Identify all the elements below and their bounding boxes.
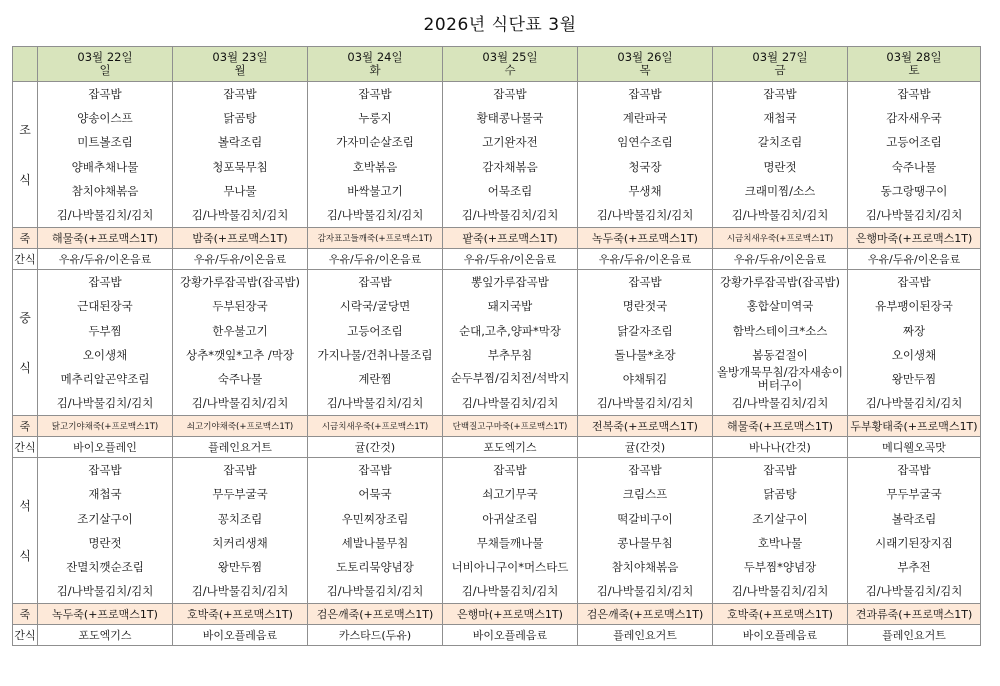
snack-label: 간식 xyxy=(13,625,38,646)
menu-item: 김/나박물김치/김치 xyxy=(56,207,154,222)
menu-item: 아귀살조림 xyxy=(482,511,538,526)
porridge-cell: 해물죽(+프로맥스1T) xyxy=(713,416,848,437)
day-of-week: 월 xyxy=(234,63,246,77)
menu-item: 잡곡밥 xyxy=(897,87,931,101)
menu-item: 잔멸치깻순조림 xyxy=(66,560,144,574)
menu-item: 호박볶음 xyxy=(352,159,398,174)
day-date: 03월 27일 xyxy=(752,50,808,64)
menu-item: 부추무침 xyxy=(487,347,533,362)
snack-cell: 바이오플레음료 xyxy=(443,625,578,646)
lunch-label xyxy=(13,270,38,416)
menu-item: 감자새우국 xyxy=(886,111,942,126)
menu-item: 근대된장국 xyxy=(77,299,133,314)
lunch-label-char: 중 xyxy=(19,310,31,325)
menu-item: 너비아니구이*머스타드 xyxy=(451,560,569,574)
snack-cell: 우유/두유/이온음료 xyxy=(443,249,578,270)
menu-item: 김/나박물김치/김치 xyxy=(865,584,963,599)
menu-item: 홍합살미역국 xyxy=(746,299,814,314)
menu-item: 청포묵무침 xyxy=(212,159,268,174)
breakfast-cell xyxy=(308,82,443,228)
menu-item: 무채들깨나물 xyxy=(476,535,544,550)
lunch-row xyxy=(13,270,981,416)
snack-cell: 바이오플레음료 xyxy=(173,625,308,646)
day-header xyxy=(308,47,443,82)
menu-item: 김/나박물김치/김치 xyxy=(191,396,289,411)
breakfast-cell xyxy=(578,82,713,228)
menu-item: 한우불고기 xyxy=(212,323,268,338)
menu-item: 크래미찜/소스 xyxy=(744,183,816,198)
menu-item: 무나물 xyxy=(223,183,257,198)
menu-item: 두부찜*양념장 xyxy=(743,560,817,574)
porridge-cell: 쇠고기야채죽(+프로맥스1T) xyxy=(173,416,308,437)
dinner-porridge-row xyxy=(13,604,981,625)
menu-item: 도토리묵양념장 xyxy=(336,560,414,574)
menu-item: 무두부굴국 xyxy=(212,487,268,502)
dinner-cell xyxy=(848,458,981,604)
snack-cell: 플레인요거트 xyxy=(578,625,713,646)
menu-item: 명란젓 xyxy=(88,535,122,550)
porridge-cell: 은행마(+프로맥스1T) xyxy=(443,604,578,625)
porridge-cell: 팥죽(+프로맥스1T) xyxy=(443,228,578,249)
menu-item: 명란젓 xyxy=(763,159,797,174)
breakfast-label xyxy=(13,82,38,228)
dinner-cell xyxy=(173,458,308,604)
lunch-label-char: 식 xyxy=(19,360,31,375)
menu-item: 왕만두찜 xyxy=(891,371,937,386)
menu-item: 조기살구이 xyxy=(752,511,808,526)
day-header xyxy=(848,47,981,82)
porridge-cell: 해물죽(+프로맥스1T) xyxy=(38,228,173,249)
snack-cell: 포도엑기스 xyxy=(38,625,173,646)
menu-item: 잡곡밥 xyxy=(628,463,662,478)
menu-item: 가지나물/건취나물조림 xyxy=(317,347,433,362)
day-header xyxy=(578,47,713,82)
menu-item: 잡곡밥 xyxy=(763,87,797,101)
lunch-snack-row xyxy=(13,437,981,458)
snack-cell: 플레인요거트 xyxy=(848,625,981,646)
menu-item: 청국장 xyxy=(628,159,662,174)
menu-item: 잡곡밥 xyxy=(628,87,662,101)
porridge-cell: 은행마죽(+프로맥스1T) xyxy=(848,228,981,249)
menu-item: 꽁치조림 xyxy=(217,511,263,526)
porridge-cell: 감자표고들깨죽(+프로맥스1T) xyxy=(308,228,443,249)
menu-item: 고등어조림 xyxy=(886,135,942,150)
snack-cell: 포도엑기스 xyxy=(443,437,578,458)
header-row xyxy=(13,47,981,82)
menu-item: 임연수조림 xyxy=(617,135,673,150)
header-corner xyxy=(13,47,38,82)
menu-item: 김/나박물김치/김치 xyxy=(731,396,829,411)
dinner-label-char: 식 xyxy=(19,548,31,563)
menu-item: 계란찜 xyxy=(358,371,392,386)
porridge-cell: 호박죽(+프로맥스1T) xyxy=(713,604,848,625)
breakfast-row xyxy=(13,82,981,228)
menu-item: 김/나박물김치/김치 xyxy=(191,207,289,222)
menu-item: 오이생채 xyxy=(82,347,128,362)
lunch-cell xyxy=(443,270,578,416)
menu-item: 두부된장국 xyxy=(212,299,268,314)
menu-item: 짜장 xyxy=(902,323,926,338)
menu-item: 잡곡밥 xyxy=(223,87,257,101)
breakfast-cell xyxy=(443,82,578,228)
menu-item: 김/나박물김치/김치 xyxy=(326,396,424,411)
snack-cell: 귤(간것) xyxy=(578,437,713,458)
menu-item: 김/나박물김치/김치 xyxy=(56,396,154,411)
menu-item: 잡곡밥 xyxy=(358,275,392,290)
day-header xyxy=(713,47,848,82)
menu-item: 고기완자전 xyxy=(482,135,538,150)
menu-item: 잡곡밥 xyxy=(493,463,527,478)
menu-item: 닭곰탕 xyxy=(223,111,257,126)
menu-item: 갈치조림 xyxy=(757,135,803,150)
porridge-cell: 호박죽(+프로맥스1T) xyxy=(173,604,308,625)
porridge-cell: 검은깨죽(+프로맥스1T) xyxy=(308,604,443,625)
snack-cell: 귤(간것) xyxy=(308,437,443,458)
dinner-row xyxy=(13,458,981,604)
day-date: 03월 28일 xyxy=(886,50,942,64)
menu-item: 김/나박물김치/김치 xyxy=(461,207,559,222)
menu-item: 봄동겉절이 xyxy=(752,347,808,362)
day-date: 03월 22일 xyxy=(77,50,133,64)
menu-item: 잡곡밥 xyxy=(493,87,527,101)
dinner-label xyxy=(13,458,38,604)
porridge-cell: 시금치새우죽(+프로맥스1T) xyxy=(308,416,443,437)
menu-item: 상추*깻잎*고추 /막장 xyxy=(186,347,294,362)
menu-item: 잡곡밥 xyxy=(223,463,257,478)
snack-cell: 카스타드(두유) xyxy=(308,625,443,646)
dinner-cell xyxy=(578,458,713,604)
porridge-cell: 시금치새우죽(+프로맥스1T) xyxy=(713,228,848,249)
menu-item: 감자채볶음 xyxy=(482,159,538,174)
menu-item: 볼락조림 xyxy=(217,135,263,150)
lunch-cell xyxy=(38,270,173,416)
menu-item: 잡곡밥 xyxy=(88,463,122,478)
menu-item: 잡곡밥 xyxy=(897,275,931,290)
menu-item: 순두부찜/김치전/석박지 xyxy=(450,371,570,386)
dinner-label-char: 석 xyxy=(19,498,31,513)
menu-item: 치커리생채 xyxy=(212,535,268,550)
lunch-cell xyxy=(848,270,981,416)
breakfast-label-char: 조 xyxy=(19,122,31,137)
day-header xyxy=(173,47,308,82)
menu-item: 김/나박물김치/김치 xyxy=(461,584,559,599)
menu-item: 두부찜 xyxy=(88,323,122,338)
porridge-cell: 두부황태죽(+프로맥스1T) xyxy=(848,416,981,437)
menu-item: 김/나박물김치/김치 xyxy=(731,207,829,222)
porridge-label: 죽 xyxy=(13,416,38,437)
menu-item: 김/나박물김치/김치 xyxy=(865,207,963,222)
menu-item: 우민찌장조림 xyxy=(341,511,409,526)
menu-item: 잡곡밥 xyxy=(628,275,662,290)
menu-item: 계란파국 xyxy=(622,111,668,126)
snack-cell: 메디웰오곡맛 xyxy=(848,437,981,458)
menu-item: 참치야채볶음 xyxy=(71,183,139,198)
lunch-cell xyxy=(308,270,443,416)
menu-item: 바싹불고기 xyxy=(347,183,403,198)
meal-table xyxy=(12,46,981,646)
menu-item: 강황가루잡곡밥(잡곡밥) xyxy=(719,275,841,290)
snack-cell: 우유/두유/이온음료 xyxy=(713,249,848,270)
page-title: 2026년 식단표 3월 xyxy=(423,15,577,35)
day-of-week: 토 xyxy=(908,63,920,77)
day-header xyxy=(443,47,578,82)
breakfast-cell xyxy=(848,82,981,228)
menu-item: 돌나물*초장 xyxy=(614,347,676,362)
menu-item: 닭갈자조림 xyxy=(617,323,673,338)
menu-item: 시래기된장지짐 xyxy=(875,535,953,550)
menu-item: 오이생채 xyxy=(891,347,937,362)
snack-cell: 바이오플레음료 xyxy=(713,625,848,646)
porridge-cell: 녹두죽(+프로맥스1T) xyxy=(38,604,173,625)
snack-cell: 우유/두유/이온음료 xyxy=(38,249,173,270)
menu-item: 어묵국 xyxy=(358,487,392,502)
menu-item: 동그랑땡구이 xyxy=(880,183,948,198)
day-of-week: 금 xyxy=(774,63,786,77)
snack-cell: 우유/두유/이온음료 xyxy=(578,249,713,270)
menu-item: 잡곡밥 xyxy=(897,463,931,478)
day-header xyxy=(38,47,173,82)
menu-item: 크림스프 xyxy=(622,487,668,502)
menu-item: 시락국/굴당면 xyxy=(339,299,411,314)
menu-item: 명란젓국 xyxy=(622,299,668,314)
menu-item: 왕만두찜 xyxy=(217,560,263,574)
menu-item: 김/나박물김치/김치 xyxy=(596,396,694,411)
dinner-cell xyxy=(308,458,443,604)
menu-item: 무두부굴국 xyxy=(886,487,942,502)
menu-item: 김/나박물김치/김치 xyxy=(326,207,424,222)
menu-item: 올방개묵무침/감자새송이버터구이 xyxy=(716,364,844,392)
snack-cell: 우유/두유/이온음료 xyxy=(173,249,308,270)
menu-item: 누룽지 xyxy=(358,111,392,126)
menu-item: 순대,고추,양파*막장 xyxy=(459,323,561,338)
day-of-week: 일 xyxy=(99,63,111,77)
menu-item: 콩나물무침 xyxy=(617,535,673,550)
snack-cell: 플레인요거트 xyxy=(173,437,308,458)
breakfast-cell xyxy=(38,82,173,228)
menu-item: 김/나박물김치/김치 xyxy=(191,584,289,599)
lunch-cell xyxy=(578,270,713,416)
breakfast-cell xyxy=(173,82,308,228)
porridge-cell: 닭고기야채죽(+프로맥스1T) xyxy=(38,416,173,437)
menu-item: 호박나물 xyxy=(757,535,803,550)
menu-item: 김/나박물김치/김치 xyxy=(326,584,424,599)
menu-item: 김/나박물김치/김치 xyxy=(56,584,154,599)
porridge-cell: 밤죽(+프로맥스1T) xyxy=(173,228,308,249)
day-of-week: 목 xyxy=(639,63,651,77)
menu-item: 부추전 xyxy=(897,560,931,574)
menu-item: 김/나박물김치/김치 xyxy=(731,584,829,599)
menu-item: 유부팽이된장국 xyxy=(875,299,953,314)
menu-item: 김/나박물김치/김치 xyxy=(461,396,559,411)
day-date: 03월 24일 xyxy=(347,50,403,64)
dinner-cell xyxy=(38,458,173,604)
menu-item: 무생채 xyxy=(628,183,662,198)
day-date: 03월 25일 xyxy=(482,50,538,64)
snack-cell: 바이오플레인 xyxy=(38,437,173,458)
porridge-cell: 검은깨죽(+프로맥스1T) xyxy=(578,604,713,625)
breakfast-porridge-row xyxy=(13,228,981,249)
menu-item: 숙주나물 xyxy=(217,371,263,386)
menu-item: 잡곡밥 xyxy=(358,87,392,101)
menu-item: 가자미순살조림 xyxy=(336,135,414,150)
day-date: 03월 26일 xyxy=(617,50,673,64)
menu-item: 메추리알곤약조림 xyxy=(60,371,150,386)
lunch-cell xyxy=(173,270,308,416)
menu-item: 뽕잎가루잡곡밥 xyxy=(471,275,549,290)
menu-item: 김/나박물김치/김치 xyxy=(596,584,694,599)
menu-item: 쇠고기무국 xyxy=(482,487,538,502)
snack-label: 간식 xyxy=(13,437,38,458)
day-of-week: 화 xyxy=(369,63,381,77)
menu-item: 강황가루잡곡밥(잡곡밥) xyxy=(179,275,301,290)
menu-item: 잡곡밥 xyxy=(763,463,797,478)
day-date: 03월 23일 xyxy=(212,50,268,64)
menu-item: 잡곡밥 xyxy=(358,463,392,478)
menu-item: 숙주나물 xyxy=(891,159,937,174)
breakfast-snack-row xyxy=(13,249,981,270)
snack-cell: 우유/두유/이온음료 xyxy=(848,249,981,270)
porridge-cell: 견과류죽(+프로맥스1T) xyxy=(848,604,981,625)
dinner-snack-row xyxy=(13,625,981,646)
menu-item: 재첩국 xyxy=(88,487,122,502)
snack-cell: 바나나(간것) xyxy=(713,437,848,458)
menu-item: 함박스테이크*소스 xyxy=(732,323,828,338)
menu-item: 잡곡밥 xyxy=(88,87,122,101)
menu-item: 야채튀김 xyxy=(622,371,668,386)
menu-item: 떡갈비구이 xyxy=(617,511,673,526)
menu-item: 잡곡밥 xyxy=(88,275,122,290)
menu-item: 김/나박물김치/김치 xyxy=(865,396,963,411)
porridge-label: 죽 xyxy=(13,604,38,625)
porridge-cell: 전복죽(+프로맥스1T) xyxy=(578,416,713,437)
day-of-week: 수 xyxy=(504,63,516,77)
porridge-cell: 단백질고구마죽(+프로맥스1T) xyxy=(443,416,578,437)
dinner-cell xyxy=(713,458,848,604)
menu-item: 세발나물무침 xyxy=(341,535,409,550)
menu-item: 돼지국밥 xyxy=(487,299,533,314)
lunch-cell xyxy=(713,270,848,416)
snack-cell: 우유/두유/이온음료 xyxy=(308,249,443,270)
lunch-porridge-row xyxy=(13,416,981,437)
menu-item: 양배추채나물 xyxy=(71,159,139,174)
porridge-label: 죽 xyxy=(13,228,38,249)
menu-item: 조기살구이 xyxy=(77,511,133,526)
porridge-cell: 녹두죽(+프로맥스1T) xyxy=(578,228,713,249)
menu-item: 고등어조림 xyxy=(347,323,403,338)
breakfast-cell xyxy=(713,82,848,228)
breakfast-label-char: 식 xyxy=(19,172,31,187)
menu-item: 미트볼조림 xyxy=(77,135,133,150)
menu-item: 황태콩나물국 xyxy=(476,111,544,126)
menu-item: 김/나박물김치/김치 xyxy=(596,207,694,222)
snack-label: 간식 xyxy=(13,249,38,270)
menu-item: 양송이스프 xyxy=(77,111,133,126)
menu-item: 재첩국 xyxy=(763,111,797,126)
menu-item: 어묵조림 xyxy=(487,183,533,198)
menu-item: 닭곰탕 xyxy=(763,487,797,502)
menu-item: 볼락조림 xyxy=(891,511,937,526)
menu-item: 참치야채볶음 xyxy=(611,560,679,574)
dinner-cell xyxy=(443,458,578,604)
